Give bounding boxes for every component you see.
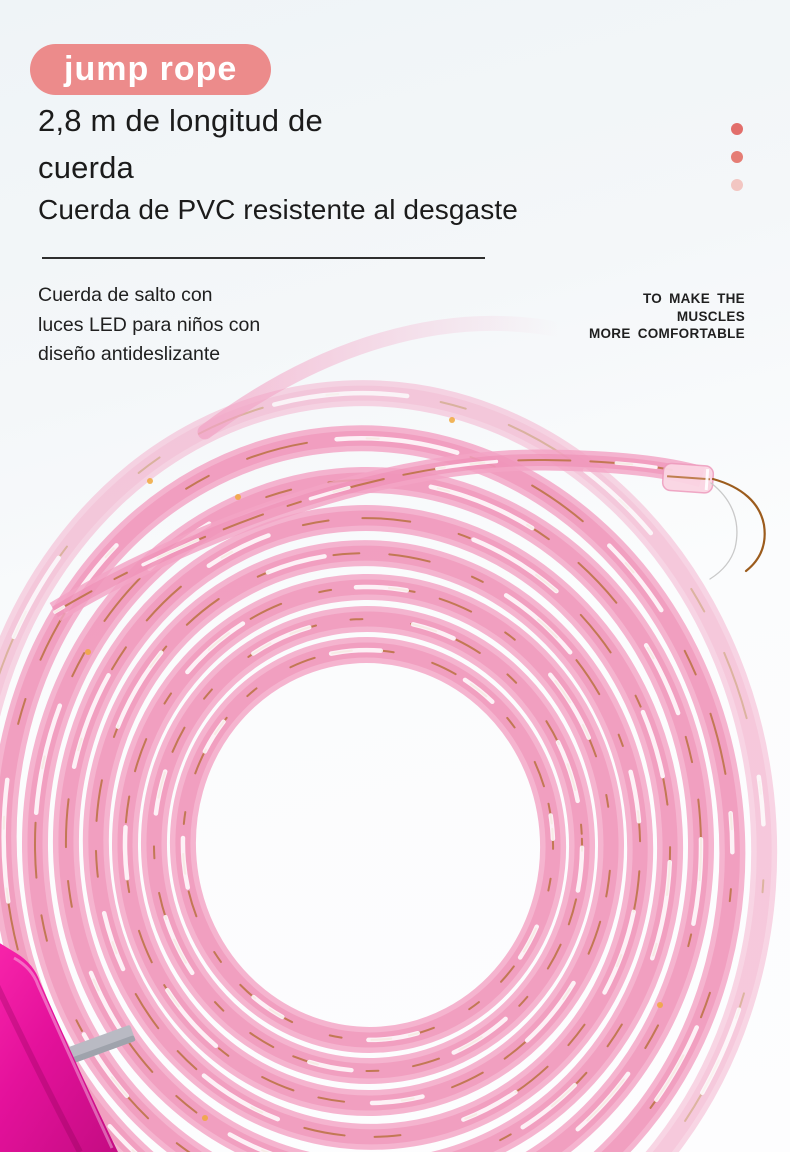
product-description — [38, 281, 260, 370]
side-note-line-3: MORE COMFORTABLE — [588, 326, 745, 341]
rope-end-cap — [662, 463, 714, 493]
copper-wire — [710, 479, 765, 579]
side-note-line-2: MUSCLES — [676, 308, 745, 324]
title-line-2: cuerda — [38, 150, 134, 185]
title-line-1: 2,8 m de longitud de — [38, 103, 323, 138]
decor-dots — [731, 123, 743, 191]
description-line-1: Cuerda de salto con — [38, 284, 213, 306]
decor-dot — [731, 179, 743, 191]
subtitle: Cuerda de PVC resistente al desgaste — [38, 194, 518, 225]
side-note — [589, 290, 745, 343]
jump-rope-badge — [30, 44, 271, 95]
side-note-line-1: TO MAKE THE — [642, 291, 745, 306]
badge-label: jump rope — [64, 50, 238, 88]
description-line-2: luces LED para niños con — [38, 313, 261, 336]
page-title — [38, 97, 323, 191]
description-line-3: diseño antideslizante — [38, 343, 221, 365]
decor-dot — [731, 151, 743, 163]
divider-line — [42, 257, 485, 259]
decor-dot — [731, 123, 743, 135]
